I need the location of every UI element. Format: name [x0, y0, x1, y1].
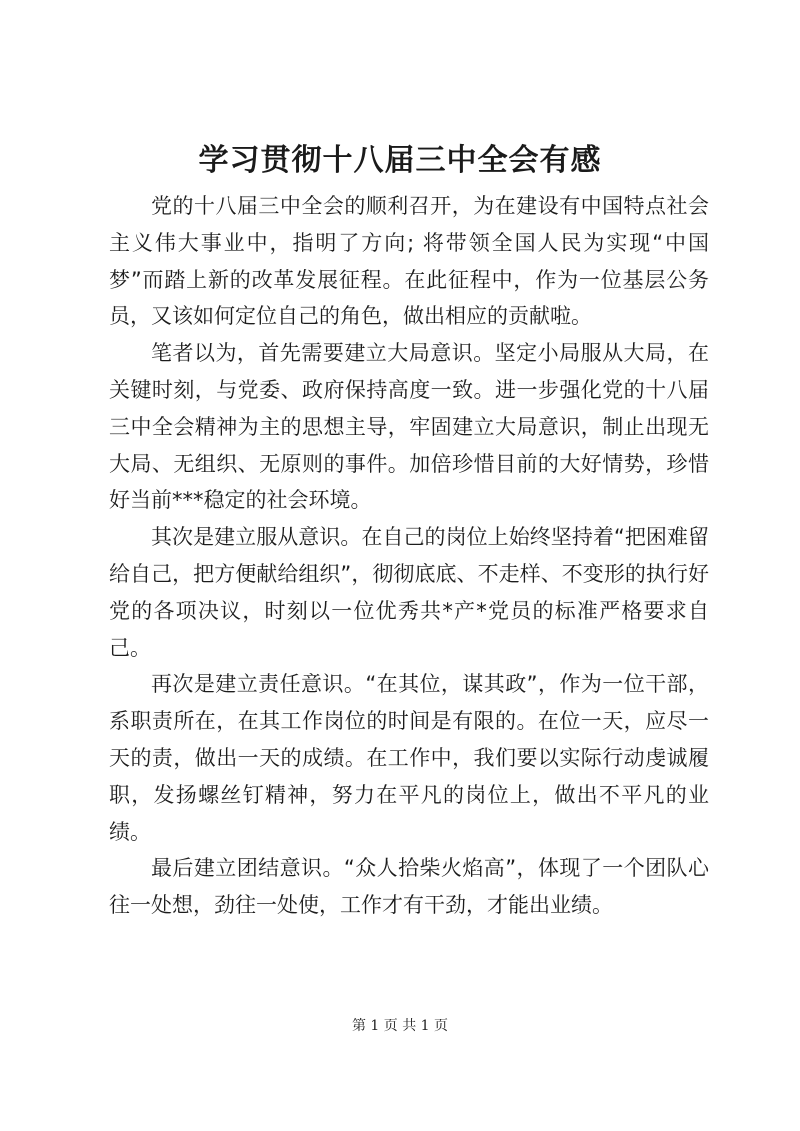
paragraph-5: 最后建立团结意识。“众人拾柴火焰高”，体现了一个团队心往一处想，劲往一处使，工作才有干劲，才能出业绩。 — [109, 856, 709, 918]
paragraph-1: 党的十八届三中全会的顺利召开，为在建设有中国特点社会主义伟大事业中，指明了方向; 将带领全国人民为实现“中国梦”而踏上新的改革发展征程。在此征程中，作为一位基层公务员，又该如何定位自己的角色，做出相应的贡献啦。 — [109, 194, 709, 329]
document-title: 学习贯彻十八届三中全会有感 — [198, 143, 602, 178]
paragraph-4: 再次是建立责任意识。“在其位，谋其政”，作为一位干部，系职责所在，在其工作岗位的时间是有限的。在位一天，应尽一天的责，做出一天的成绩。在工作中，我们要以实际行动虔诚履职，发扬螺丝钉精神，努力在平凡的岗位上，做出不平凡的业绩。 — [109, 672, 709, 844]
document-body — [109, 188, 709, 924]
paragraph-3: 其次是建立服从意识。在自己的岗位上始终坚持着“把困难留给自己，把方便献给组织”，彻彻底底、不走样、不变形的执行好党的各项决议，时刻以一位优秀共*产*党员的标准严格要求自己。 — [109, 525, 709, 660]
page-number-footer: 第 1 页 共 1 页 — [351, 1018, 449, 1034]
paragraph-2: 笔者以为，首先需要建立大局意识。坚定小局服从大局，在关键时刻，与党委、政府保持高度一致。进一步强化党的十八届三中全会精神为主的思想主导，牢固建立大局意识，制止出现无大局、无组织、无原则的事件。加倍珍惜目前的大好情势，珍惜好当前***稳定的社会环境。 — [109, 341, 709, 513]
